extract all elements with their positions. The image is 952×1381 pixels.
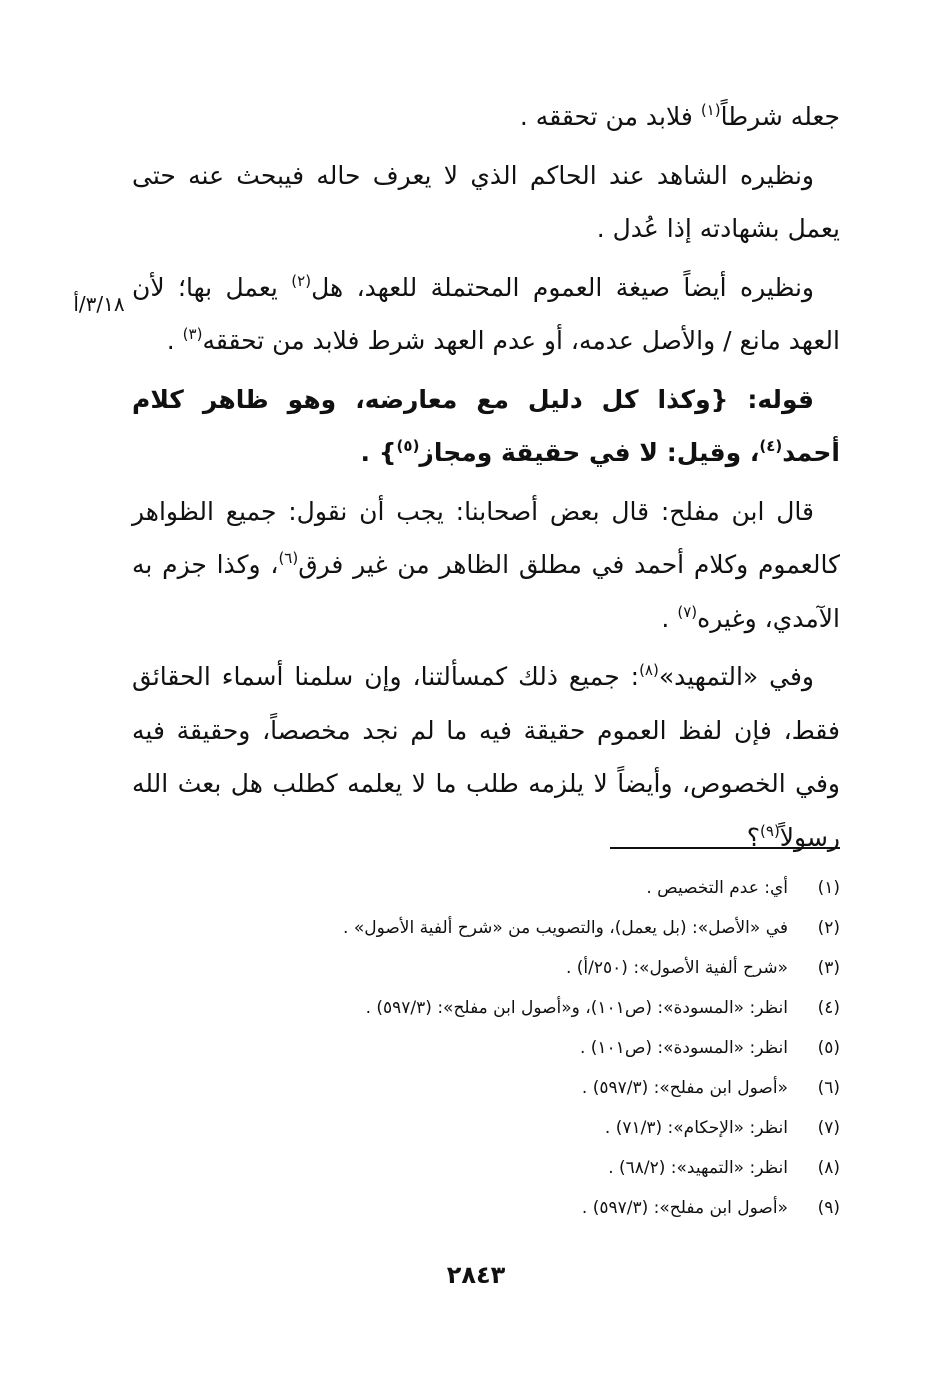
footnote-ref-3: (٣): [182, 325, 203, 343]
text-run: وفي «التمهيد»: [658, 662, 814, 691]
footnote-number: (٤): [817, 998, 840, 1018]
footnote-number: (٣): [817, 958, 840, 978]
footnote-number: (٧): [817, 1118, 840, 1138]
footnote-text: «أصول ابن مفلح»: (٥٩٧/٣) .: [581, 1078, 788, 1098]
paragraph-4-quoted-matn: [132, 373, 840, 480]
footnote-text: «شرح ألفية الأصول»: (٢٥٠/أ) .: [565, 958, 788, 978]
text-run: قوله: {وكذا كل دليل مع معارضه، وهو ظاهر كلام أحمد: [132, 384, 840, 467]
footnote-ref-2: (٢): [291, 271, 312, 290]
text-run: .: [661, 603, 678, 633]
footnotes-list: [240, 868, 840, 1228]
text-run: جعله شرطاً: [720, 102, 840, 131]
footnote-text: انظر: «المسودة»: (ص١٠١) .: [579, 1038, 788, 1058]
page-number: ٢٨٤٣: [446, 1261, 506, 1289]
footnote-ref-1: (١): [700, 101, 721, 119]
footnote-ref-8: (٨): [639, 661, 659, 679]
text-run: فلابد من تحققه .: [519, 102, 701, 131]
paragraph-1: [132, 90, 840, 144]
footnote-ref-9: (٩): [760, 821, 780, 840]
text-run: .: [166, 326, 183, 355]
footnote-item: [240, 948, 840, 988]
text-run: ، وكذا جزم به الآمدي، وغيره: [132, 550, 840, 633]
footnote-ref-4: (٤): [759, 437, 783, 455]
footnote-separator: [610, 847, 840, 849]
footnote-ref-5: (٥): [396, 437, 420, 455]
footnote-item: [240, 908, 840, 948]
footnote-text: أي: عدم التخصيص .: [646, 878, 788, 898]
footnote-number: (٢): [817, 918, 840, 938]
paragraph-5: [132, 485, 840, 646]
footnote-number: (٨): [817, 1158, 840, 1178]
footnote-item: [240, 868, 840, 908]
footnote-item: [240, 1068, 840, 1108]
text-run: يعمل بها؛ لأن العهد مانع / والأصل عدمه، أو عدم العهد شرط فلابد من تحققه: [132, 272, 840, 355]
footnote-item: [240, 1148, 840, 1188]
footnote-item: [240, 1188, 840, 1228]
text-run: : جميع ذلك كمسألتنا، وإن سلمنا أسماء الحقائق فقط، فإن لفظ العموم حقيقة فيه ما لم نجد مخصصاً، وحقيقة فيه وفي الخصوص، وأيضاً لا يلزمه طلب ما لا يعلمه كطلب هل بعث الله رسولاً: [132, 662, 840, 852]
footnote-item: [240, 1108, 840, 1148]
text-run: ونظيره أيضاً صيغة العموم المحتملة للعهد، هل: [311, 272, 814, 302]
footnote-ref-7: (٧): [677, 602, 698, 621]
main-text: [132, 90, 840, 869]
footnote-number: (٥): [817, 1038, 840, 1058]
footnote-number: (١): [817, 878, 840, 898]
footnote-item: [240, 1028, 840, 1068]
text-run: ؟: [746, 822, 761, 852]
manuscript-folio-marker: ٣/١٨/أ: [73, 292, 125, 316]
text-run: ونظيره الشاهد عند الحاكم الذي لا يعرف حاله فيبحث عنه حتى يعمل بشهادته إذا عُدل .: [132, 160, 840, 243]
footnote-ref-6: (٦): [278, 549, 299, 567]
footnote-text: انظر: «المسودة»: (ص١٠١)، و«أصول ابن مفلح»: (٥٩٧/٣) .: [365, 998, 788, 1018]
footnote-text: انظر: «الإحكام»: (٧١/٣) .: [604, 1118, 788, 1138]
footnote-text: انظر: «التمهيد»: (٦٨/٢) .: [608, 1158, 788, 1178]
paragraph-6: [132, 650, 840, 864]
footnote-item: [240, 988, 840, 1028]
footnote-text: «أصول ابن مفلح»: (٥٩٧/٣) .: [581, 1198, 788, 1218]
paragraph-3: [132, 261, 840, 368]
text-run: ، وقيل: لا في حقيقة ومجاز: [419, 438, 760, 467]
text-run: قال ابن مفلح: قال بعض أصحابنا: يجب أن نقول: جميع الظواهر كالعموم وكلام أحمد في مطلق الظاهر من غير فرق: [132, 496, 840, 579]
footnote-number: (٦): [817, 1078, 840, 1098]
footnote-number: (٩): [817, 1198, 840, 1218]
footnote-text: في «الأصل»: (بل يعمل)، والتصويب من «شرح ألفية الأصول» .: [343, 918, 788, 938]
text-run: } .: [360, 438, 397, 467]
paragraph-2: [132, 149, 840, 256]
